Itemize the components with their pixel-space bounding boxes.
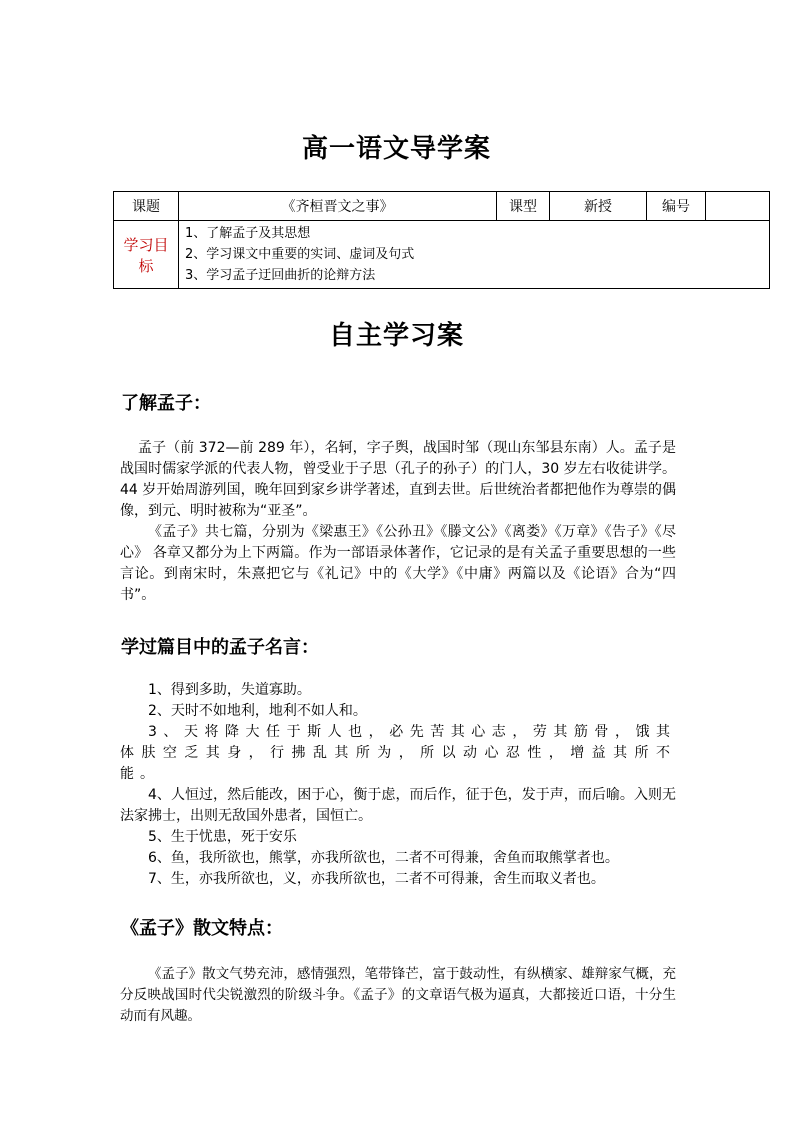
quote-item: 5、生于忧患，死于安乐 <box>148 829 297 845</box>
info-table <box>113 191 770 289</box>
intro-paragraph: 孟子（前 372—前 289 年），名轲，字子舆，战国时邹（现山东邹县东南）人。孟子是战国时儒家学派的代表人物，曾受业于子思（孔子的孙子）的门人，30 岁左右收徒讲学。44 岁开始周游列国，晚年回到家乡讲学著述，直到去世。后世统治者都把他作为尊崇的偶像，到元、明时被称为“亚圣”。 <box>120 440 676 519</box>
number-value <box>706 192 770 221</box>
quote-item: 2、天时不如地利，地利不如人和。 <box>148 703 367 719</box>
section-heading-style: 《孟子》散文特点： <box>121 918 283 939</box>
section-title: 自主学习案 <box>328 321 464 351</box>
quote-item: 3、天将降大任于斯人也，必先苦其心志，劳其筋骨，饿其体肤空乏其身，行拂乱其所为，所以动心忍性，增益其所不能。 <box>120 724 676 782</box>
goal-item: 3、学习孟子迂回曲折的论辩方法 <box>185 268 376 283</box>
mencius-intro <box>120 438 676 606</box>
style-paragraph <box>120 964 676 1027</box>
quote-item: 6、鱼，我所欲也，熊掌，亦我所欲也，二者不可得兼，舍鱼而取熊掌者也。 <box>148 850 619 866</box>
main-title: 高一语文导学案 <box>301 134 491 164</box>
intro-paragraph: 《孟子》共七篇，分别为《梁惠王》《公孙丑》《滕文公》《离娄》《万章》《告子》《尽心》 各章又都分为上下两篇。作为一部语录体著作，它记录的是有关孟子重要思想的一些言论。到南宋时，朱熹把它与《礼记》中的《大学》《中庸》两篇以及《论语》合为“四书”。 <box>120 524 676 603</box>
goal-item: 2、学习课文中重要的实词、虚词及句式 <box>185 247 415 262</box>
goals-list <box>179 221 770 289</box>
quote-item: 7、生，亦我所欲也，义，亦我所欲也，二者不可得兼，舍生而取义者也。 <box>148 871 605 887</box>
goals-label: 学习目标 <box>114 221 179 289</box>
type-value: 新授 <box>550 192 647 221</box>
type-label: 课型 <box>497 192 550 221</box>
section-heading-quotes: 学过篇目中的孟子名言： <box>121 637 319 658</box>
topic-label: 课题 <box>114 192 179 221</box>
goal-item: 1、了解孟子及其思想 <box>185 226 311 241</box>
quote-item: 4、人恒过，然后能改，困于心，衡于虑，而后作，征于色，发于声，而后喻。入则无法家拂士，出则无敌国外患者，国恒亡。 <box>120 787 676 824</box>
section-heading-mencius: 了解孟子： <box>121 393 211 414</box>
topic-value: 《齐桓晋文之事》 <box>179 192 497 221</box>
quotes-list <box>120 680 676 890</box>
quote-item: 1、得到多助，失道寡助。 <box>148 682 311 698</box>
number-label: 编号 <box>647 192 706 221</box>
style-text: 《孟子》散文气势充沛，感情强烈，笔带锋芒，富于鼓动性，有纵横家、雄辩家气概，充分反映战国时代尖锐激烈的阶级斗争。《孟子》的文章语气极为逼真，大都接近口语，十分生动而有风趣。 <box>120 966 676 1024</box>
